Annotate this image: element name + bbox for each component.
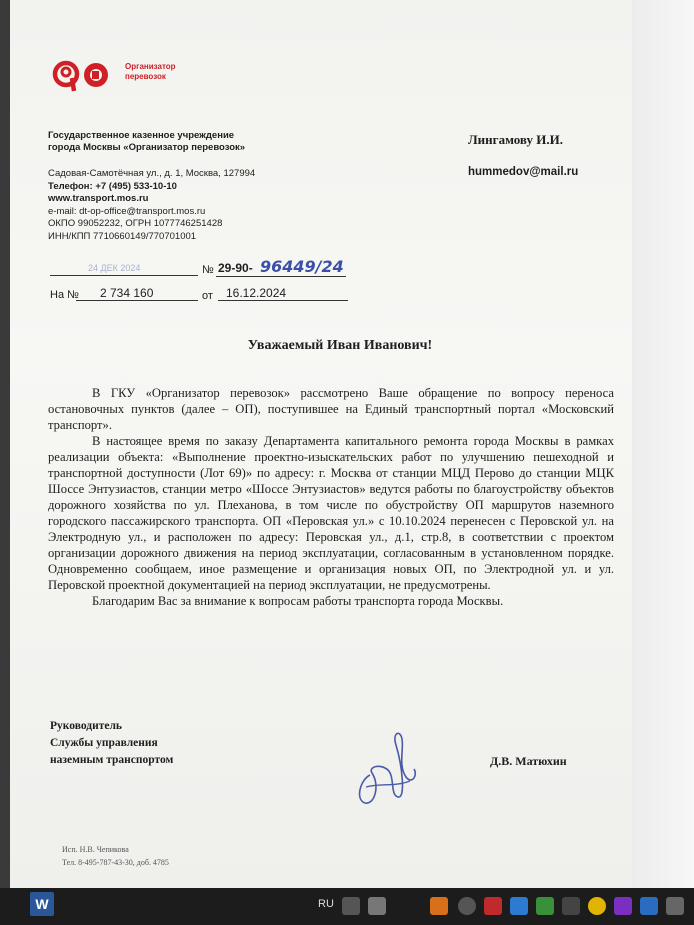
desk-background-left — [0, 0, 10, 925]
logo-text-line1: Организатор — [125, 62, 176, 71]
executor-phone: Тел. 8-495-787-43-30, доб. 4785 — [62, 858, 169, 867]
in-number-underline — [76, 300, 198, 301]
desk-background-right — [632, 0, 694, 925]
tray-icon[interactable] — [430, 897, 448, 915]
contact-okpo: ОКПО 99052232, ОГРН 1077746251428 — [48, 218, 223, 230]
in-number-label: На № — [50, 289, 79, 301]
org-line2: города Москвы «Организатор перевозок» — [48, 142, 246, 153]
registration-number-printed: 29-90- — [218, 261, 253, 275]
tray-icon[interactable] — [342, 897, 360, 915]
org-line1: Государственное казенное учреждение — [48, 130, 235, 141]
word-app-icon[interactable]: W — [30, 892, 54, 916]
organization-name — [48, 130, 245, 154]
from-label: от — [202, 290, 213, 302]
contact-email: e-mail: dt-op-office@transport.mos.ru — [48, 205, 206, 217]
logo-text-line2: перевозок — [125, 72, 166, 81]
tray-icon[interactable] — [368, 897, 386, 915]
contact-inn: ИНН/КПП 7710660149/770701001 — [48, 230, 197, 242]
tray-icon[interactable] — [614, 897, 632, 915]
recipient-name: Лингамову И.И. — [468, 132, 563, 147]
tray-icon[interactable] — [562, 897, 580, 915]
registration-number-handwritten: 96449/24 — [260, 257, 344, 276]
greeting: Уважаемый Иван Иванович! — [247, 338, 433, 353]
contact-phone: Телефон: +7 (495) 533-10-10 — [48, 180, 177, 192]
signature-icon — [340, 725, 430, 815]
executor-name: Исп. Н.В. Чепикова — [62, 845, 129, 854]
body-paragraph: В ГКУ «Организатор перевозок» рассмотрено Ваше обращение по вопросу переноса остановочных пунктов (далее – ОП), поступившее на Единый транспортный портал «Московский транспорт». — [48, 386, 614, 432]
contacts-block — [48, 168, 255, 244]
taskbar — [0, 888, 694, 925]
tray-icon[interactable] — [536, 897, 554, 915]
in-number: 2 734 160 — [100, 286, 154, 300]
tray-icon[interactable] — [666, 897, 684, 915]
from-underline — [218, 300, 348, 301]
date-underline — [50, 275, 198, 276]
tray-icon[interactable] — [510, 897, 528, 915]
date-stamp: 24 ДЕК 2024 — [88, 263, 141, 273]
signer-name: Д.В. Матюхин — [490, 754, 567, 768]
contact-address: Садовая-Самотёчная ул., д. 1, Москва, 127994 — [48, 168, 256, 179]
body-paragraph: В настоящее время по заказу Департамента капитального ремонта города Москвы в рамках реализации объекта: «Выполнение проектно-изыскательских работ по улучшению пешеходной и транспортной доступности (Лот 69)» по адресу: г. Москва от станции МЦД Перово до станции МЦК Шоссе Энтузиастов, станции метро «Шоссе Энтузиастов» ведутся работы по благоустройству объектов дорожного хозяйства по ул. Плеханова, в том числе по обустройству ОП маршрутов наземного городского пассажирского транспорта. ОП «Перовская ул.» с 10.10.2024 перенесен с Перовской ул. на Электродную ул., и расположен по адресу: Перовская ул., д.1, стр.8, в соответствии с проектом организации дорожного движения на период эксплуатации, согласованным в установленном порядке. Одновременно сообщаем, иное размещение и организация новых ОП, по Электродной ул. и ул. Перовской проектной документацией на период эксплуатации, не предусмотрены. — [48, 434, 614, 592]
tray-icon[interactable] — [484, 897, 502, 915]
language-indicator[interactable]: RU — [318, 898, 334, 910]
tray-icon[interactable] — [458, 897, 476, 915]
tray-icon[interactable] — [588, 897, 606, 915]
logo-text — [125, 62, 176, 82]
number-label: № — [202, 264, 214, 276]
signer-title — [50, 718, 173, 769]
number-underline — [216, 276, 346, 277]
from-date: 16.12.2024 — [226, 286, 287, 300]
body-paragraph: Благодарим Вас за внимание к вопросам работы транспорта города Москвы. — [92, 594, 504, 608]
executor-info — [62, 843, 169, 869]
contact-website: www.transport.mos.ru — [48, 193, 149, 205]
signer-title-line1: Руководитель — [50, 720, 122, 732]
recipient-email: hummedov@mail.ru — [468, 166, 579, 178]
tray-icon[interactable] — [640, 897, 658, 915]
signer-title-line2: Службы управления — [50, 737, 158, 749]
signer-title-line3: наземным транспортом — [50, 754, 174, 766]
letter-body — [48, 385, 614, 609]
letter-page — [10, 0, 632, 888]
